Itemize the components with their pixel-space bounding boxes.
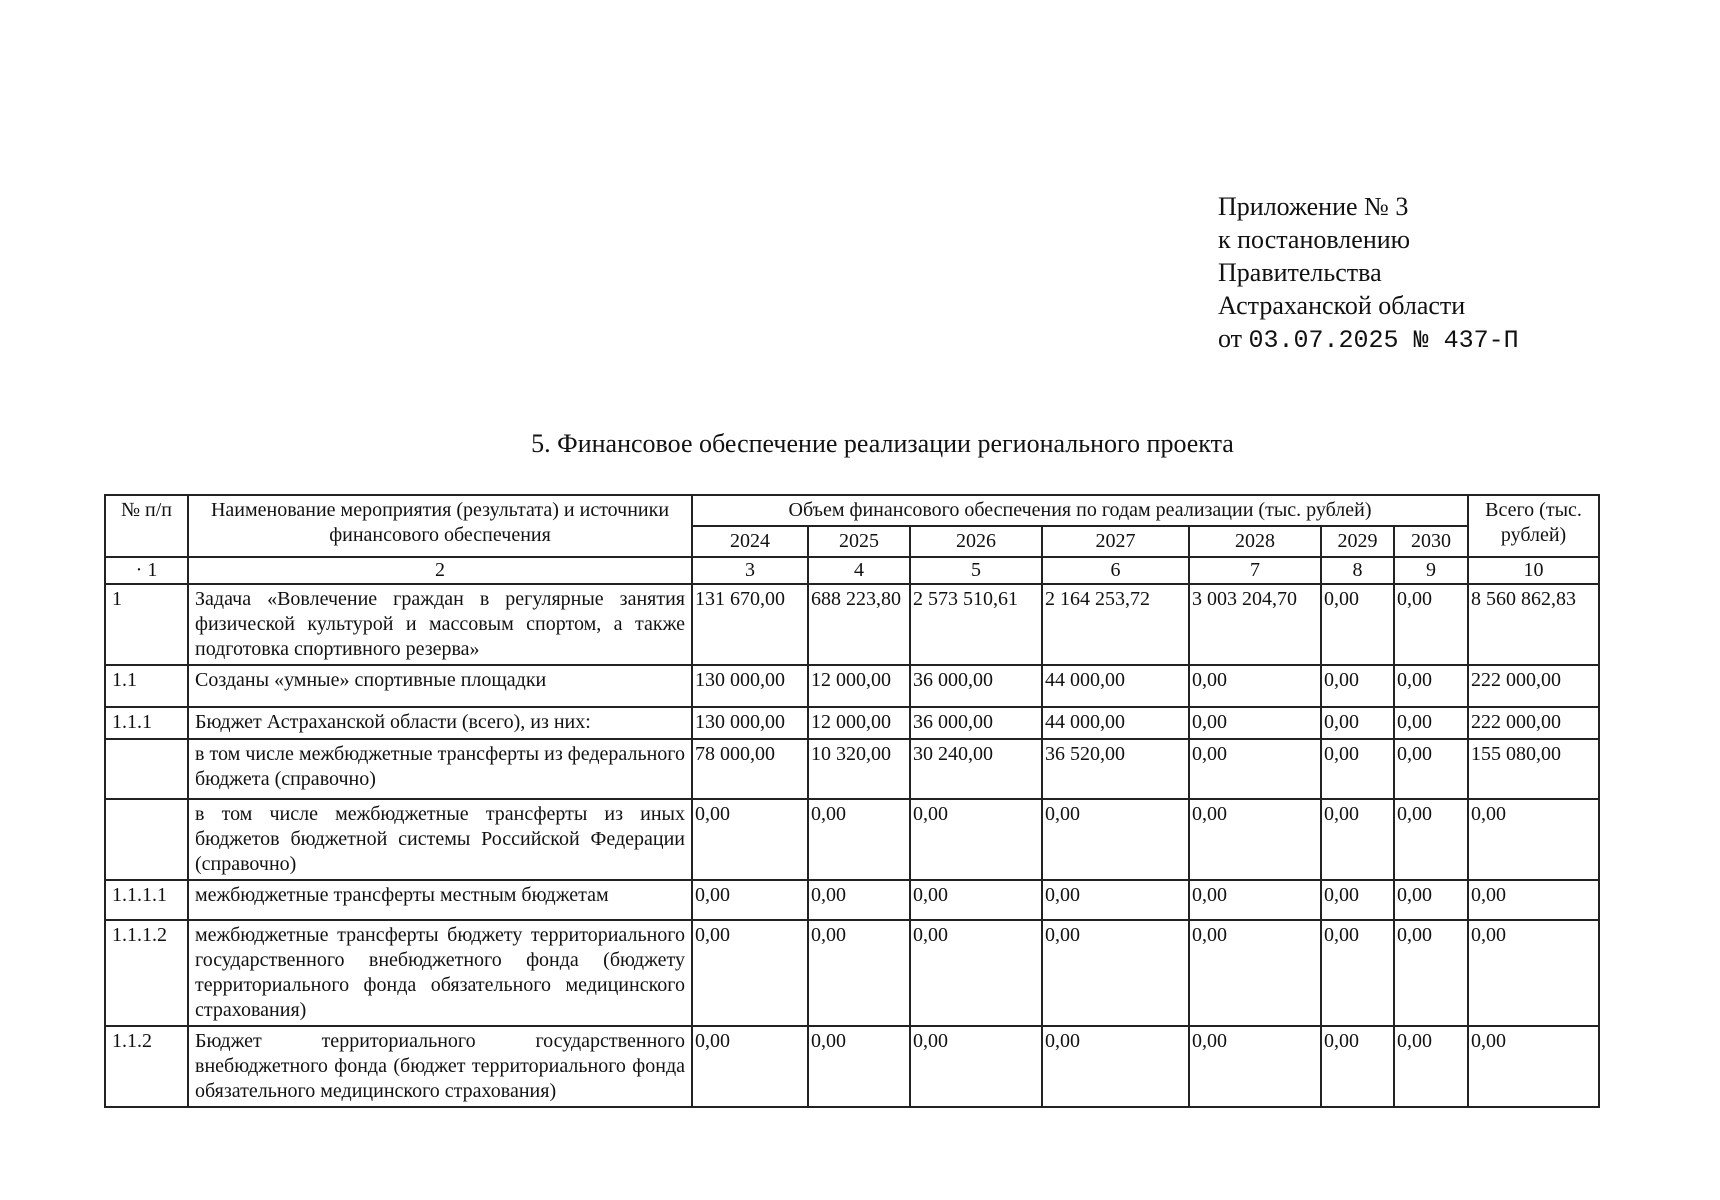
table-row [105,739,1599,799]
row-total-cell: 222 000,00 [1468,665,1599,707]
row-name-cell: межбюджетные трансферты местным бюджетам [188,880,692,920]
column-index-cell: 4 [808,557,910,584]
row-number-cell: 1 [105,584,188,665]
row-name-cell: Бюджет Астраханской области (всего), из них: [188,707,692,739]
column-index-cell: · 1 [105,557,188,584]
column-index-cell: 2 [188,557,692,584]
header-year-2030: 2030 [1394,526,1468,557]
appendix-line-1: Приложение № 3 [1218,192,1409,221]
row-value-2028: 0,00 [1189,1026,1321,1107]
row-value-2027: 0,00 [1042,920,1189,1026]
column-index-cell: 7 [1189,557,1321,584]
row-value-2024: 131 670,00 [692,584,808,665]
row-value-2026: 36 000,00 [910,707,1042,739]
row-total-cell: 155 080,00 [1468,739,1599,799]
row-value-2024: 0,00 [692,799,808,880]
row-value-2024: 130 000,00 [692,665,808,707]
row-value-2024: 78 000,00 [692,739,808,799]
column-index-cell: 8 [1321,557,1394,584]
column-index-cell: 6 [1042,557,1189,584]
row-total-cell: 0,00 [1468,1026,1599,1107]
appendix-line-3: Правительства [1218,258,1382,287]
header-num: № п/п [105,495,188,557]
row-value-2027: 0,00 [1042,799,1189,880]
header-year-2026: 2026 [910,526,1042,557]
row-value-2028: 0,00 [1189,739,1321,799]
row-value-2028: 0,00 [1189,665,1321,707]
row-value-2024: 130 000,00 [692,707,808,739]
table-row [105,880,1599,920]
appendix-date-number-stamp: 03.07.2025 № 437-П [1248,326,1519,355]
header-year-2028: 2028 [1189,526,1321,557]
row-value-2026: 0,00 [910,920,1042,1026]
row-value-2030: 0,00 [1394,665,1468,707]
row-number-cell: 1.1.2 [105,1026,188,1107]
row-value-2027: 44 000,00 [1042,665,1189,707]
column-index-cell: 9 [1394,557,1468,584]
row-total-cell: 0,00 [1468,799,1599,880]
row-value-2025: 0,00 [808,880,910,920]
row-value-2030: 0,00 [1394,920,1468,1026]
row-value-2026: 0,00 [910,1026,1042,1107]
section-title: 5. Финансовое обеспечение реализации регионального проекта [531,429,1234,458]
row-value-2027: 0,00 [1042,1026,1189,1107]
row-value-2025: 688 223,80 [808,584,910,665]
table-row [105,920,1599,1026]
row-value-2029: 0,00 [1321,739,1394,799]
row-name-cell: в том числе межбюджетные трансферты из иных бюджетов бюджетной системы Российской Федерации (справочно) [188,799,692,880]
row-total-cell: 0,00 [1468,880,1599,920]
column-index-cell: 5 [910,557,1042,584]
row-value-2028: 0,00 [1189,880,1321,920]
column-index-cell: 3 [692,557,808,584]
row-value-2025: 0,00 [808,920,910,1026]
row-name-cell: Задача «Вовлечение граждан в регулярные занятия физической культурой и массовым спортом, а также подготовка спортивного резерва» [188,584,692,665]
row-value-2025: 10 320,00 [808,739,910,799]
row-value-2030: 0,00 [1394,584,1468,665]
row-value-2029: 0,00 [1321,665,1394,707]
row-value-2025: 0,00 [808,1026,910,1107]
table-row [105,707,1599,739]
row-value-2028: 0,00 [1189,799,1321,880]
header-year-2025: 2025 [808,526,910,557]
header-year-2024: 2024 [692,526,808,557]
row-total-cell: 8 560 862,83 [1468,584,1599,665]
row-name-cell: Созданы «умные» спортивные площадки [188,665,692,707]
table-row [105,584,1599,665]
row-total-cell: 222 000,00 [1468,707,1599,739]
header-total: Всего (тыс. рублей) [1468,495,1599,557]
column-index-cell: 10 [1468,557,1599,584]
row-name-cell: Бюджет территориального государственного внебюджетного фонда (бюджет территориального фонда обязательного медицинского страхования) [188,1026,692,1107]
row-value-2024: 0,00 [692,880,808,920]
row-value-2029: 0,00 [1321,584,1394,665]
appendix-block [1218,190,1519,357]
row-value-2025: 12 000,00 [808,665,910,707]
row-number-cell [105,739,188,799]
row-total-cell: 0,00 [1468,920,1599,1026]
appendix-line-2: к постановлению [1218,225,1411,254]
appendix-line-5 [1218,322,1519,357]
row-value-2030: 0,00 [1394,707,1468,739]
header-volume: Объем финансового обеспечения по годам реализации (тыс. рублей) [692,495,1468,526]
row-value-2028: 0,00 [1189,920,1321,1026]
row-number-cell [105,799,188,880]
row-value-2027: 44 000,00 [1042,707,1189,739]
row-name-cell: межбюджетные трансферты бюджету территориального государственного внебюджетного фонда (бюджету территориального фонда обязательного медицинского страхования) [188,920,692,1026]
row-value-2027: 0,00 [1042,880,1189,920]
header-name: Наименование мероприятия (результата) и источники финансового обеспечения [188,495,692,557]
appendix-line-4: Астраханской области [1218,291,1466,320]
row-value-2027: 2 164 253,72 [1042,584,1189,665]
row-value-2027: 36 520,00 [1042,739,1189,799]
header-row-1 [105,495,1599,526]
row-value-2025: 0,00 [808,799,910,880]
row-value-2026: 0,00 [910,880,1042,920]
row-value-2030: 0,00 [1394,739,1468,799]
header-year-2027: 2027 [1042,526,1189,557]
row-value-2026: 2 573 510,61 [910,584,1042,665]
row-value-2028: 0,00 [1189,707,1321,739]
row-value-2030: 0,00 [1394,880,1468,920]
row-value-2029: 0,00 [1321,1026,1394,1107]
row-number-cell: 1.1 [105,665,188,707]
row-value-2030: 0,00 [1394,1026,1468,1107]
row-value-2029: 0,00 [1321,920,1394,1026]
row-value-2026: 30 240,00 [910,739,1042,799]
row-number-cell: 1.1.1.1 [105,880,188,920]
table-row [105,665,1599,707]
row-value-2029: 0,00 [1321,799,1394,880]
row-number-cell: 1.1.1.2 [105,920,188,1026]
row-value-2026: 0,00 [910,799,1042,880]
row-value-2024: 0,00 [692,1026,808,1107]
row-name-cell: в том числе межбюджетные трансферты из федерального бюджета (справочно) [188,739,692,799]
table-row [105,1026,1599,1107]
row-value-2030: 0,00 [1394,799,1468,880]
header-year-2029: 2029 [1321,526,1394,557]
financing-table [104,494,1600,1108]
table-row [105,799,1599,880]
row-value-2028: 3 003 204,70 [1189,584,1321,665]
appendix-date-prefix: от [1218,324,1249,353]
column-index-row [105,557,1599,584]
row-value-2026: 36 000,00 [910,665,1042,707]
row-value-2025: 12 000,00 [808,707,910,739]
row-number-cell: 1.1.1 [105,707,188,739]
row-value-2029: 0,00 [1321,707,1394,739]
table-body [105,557,1599,1107]
row-value-2029: 0,00 [1321,880,1394,920]
row-value-2024: 0,00 [692,920,808,1026]
